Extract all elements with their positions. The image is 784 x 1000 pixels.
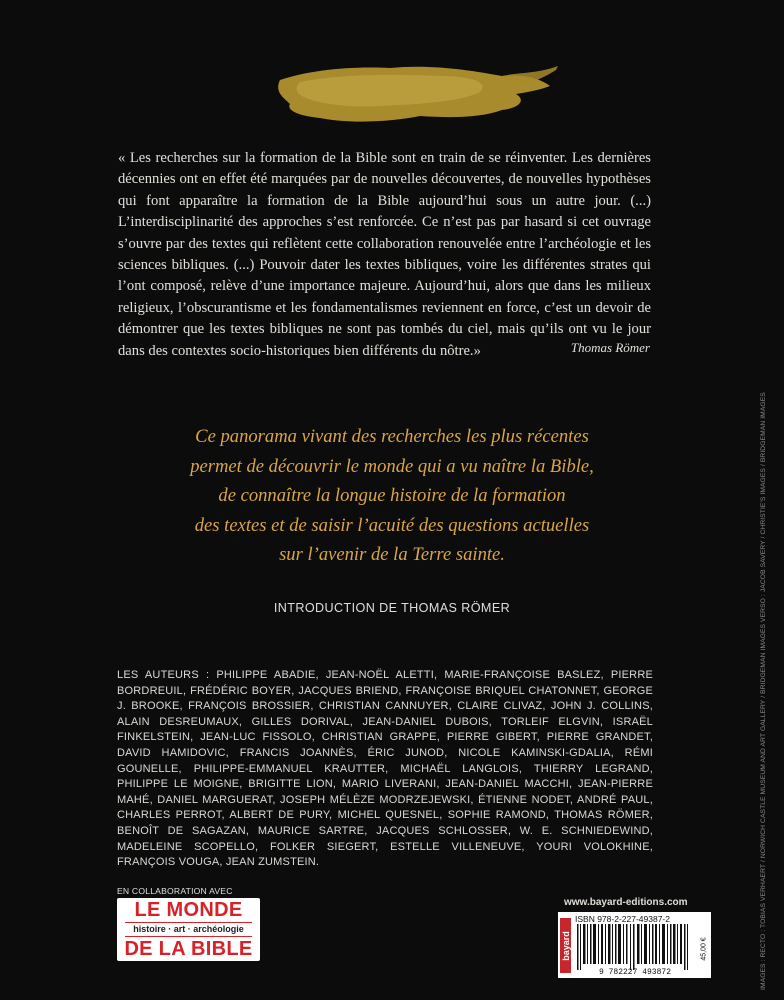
collaboration-label: EN COLLABORATION AVEC [117, 886, 233, 896]
image-credits: IMAGES : RECTO : TOBIAS VERHAERT / NORWICH CASTLE MUSEUM AND ART GALLERY / BRIDGEMAN IMAGES VERSO : JACOB SAVERY / CHRISTIE'S IMAGES / BRIDGEMAN IMAGES [760, 392, 767, 990]
quote-author: Thomas Römer [570, 340, 650, 355]
barcode-panel [558, 912, 711, 978]
price-label [698, 924, 709, 974]
tagline-line: permet de découvrir le monde qui a vu naître la Bible, [190, 455, 594, 477]
gold-brushstroke-icon [240, 52, 560, 132]
quote-text: « Les recherches sur la formation de la Bible sont en train de se réinventer. Les dernières décennies ont en effet été marquées par de nouvelles découvertes, de nouvelles hypothèses qui font apparaître la formation de la Bible aujourd’hui sous un autre jour. (...) L’interdisciplinarité des approches s’est renforcée. Ce n’est pas par hasard si cet ouvrage s’ouvre par des textes qui reflètent cette collaboration renouvelée entre l’archéologie et les sciences bibliques. (...) Pouvoir dater les textes bibliques, voire les différentes strates qui l’ont composé, relève d’une importance majeure. Aujourd’hui, alors que dans les milieux religieux, l’obscurantisme et les fondamentalismes reviennent en force, c’est un devoir de démontrer que les textes bibliques ne sont pas tombés du ciel, mais qu’ils ont vu le jour dans des contextes socio-historiques bien différents du nôtre.» [118, 150, 651, 359]
svg-text:9 782227 493872: 9 782227 493872 [598, 968, 672, 976]
tagline-line: Ce panorama vivant des recherches les plus récentes [195, 426, 589, 447]
tagline-line: des textes et de saisir l’acuité des questions actuelles [194, 514, 590, 536]
bayard-logo-text: bayard [560, 930, 571, 961]
logo-bottom-text: DE LA BIBLE [124, 938, 253, 960]
price-text: 45,00 € [700, 937, 707, 961]
barcode-icon [575, 924, 695, 976]
introduction-credit: INTRODUCTION DE THOMAS RÖMER [273, 601, 511, 615]
publisher-website: www.bayard-editions.com [564, 897, 688, 908]
tagline-line: de connaître la longue histoire de la formation [218, 485, 566, 506]
isbn-number: ISBN 978-2-227-49387-2 [575, 914, 670, 924]
logo-top-text: LE MONDE [134, 899, 243, 921]
tagline [130, 422, 654, 570]
authors-list: LES AUTEURS : PHILIPPE ABADIE, JEAN-NOËL ALETTI, MARIE-FRANÇOISE BASLEZ, PIERRE BORDREUIL, FRÉDÉRIC BOYER, JACQUES BRIEND, FRANÇOISE BRIQUEL CHATONNET, GEORGE J. BROOKE, FRANÇOIS BROSSIER, CHRISTIAN CANNUYER, CLAIRE CLIVAZ, JOHN J. COLLINS, ALAIN DESREUMAUX, GILLES DORIVAL, JEAN-DANIEL DUBOIS, TORLEIF ELGVIN, ISRAËL FINKELSTEIN, JEAN-LUC FISSOLO, CHRISTIAN GRAPPE, PIERRE GIBERT, PIERRE GRANDET, DAVID HAMIDOVIC, FRANCIS JOANNÈS, ÉRIC JUNOD, NICOLE KAMINSKI-GDALIA, RÉMI GOUNELLE, PHILIPPE-EMMANUEL KRAUTTER, MICHAËL LANGLOIS, THIERRY LEGRAND, PHILIPPE LE MOIGNE, BRIGITTE LION, MARIO LIVERANI, JEAN-DANIEL MACCHI, JEAN-PIERRE MAHÉ, DANIEL MARGUERAT, JOSEPH MÉLÈZE MODRZEJEWSKI, ÉTIENNE NODET, ANDRÉ PAUL, CHARLES PERROT, ALBERT DE PURY, MICHEL QUESNEL, SOPHIE RAMOND, THOMAS RÖMER, BENOÎT DE SAGAZAN, MAURICE SARTRE, JACQUES SCHLOSSER, W. E. SCHNIEDEWIND, MADELEINE SCOPELLO, FOLKER SIEGERT, ESTELLE VILLENEUVE, YOURI VOLOKHINE, FRANÇOIS VOUGA, JEAN ZUMSTEIN. [117, 669, 653, 869]
tagline-line: sur l’avenir de la Terre sainte. [279, 544, 505, 565]
logo-subtitle: histoire · art · archéologie [125, 922, 252, 937]
le-monde-de-la-bible-logo [117, 898, 260, 961]
bayard-logo [560, 918, 571, 973]
